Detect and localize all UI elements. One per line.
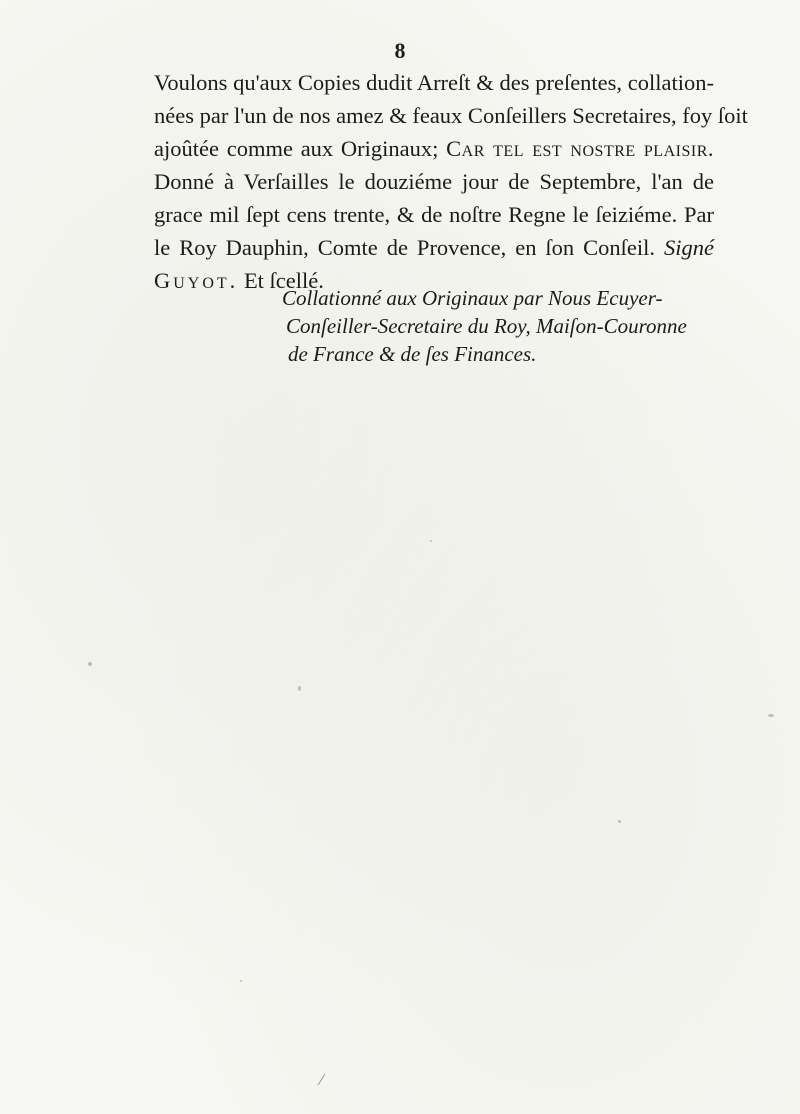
text-fragment: ajoûtée comme aux Originaux; bbox=[154, 136, 447, 161]
royal-formula: Car tel est nostre plaisir. bbox=[446, 136, 714, 161]
text-line: grace mil ſept cens trente, & de noſtre Regne le ſeiziéme. Par bbox=[154, 202, 714, 227]
collation-line: Conſeiller-Secretaire du Roy, Maiſon-Couronne bbox=[286, 314, 687, 338]
signe-label: Signé bbox=[664, 235, 714, 260]
text-fragment: le Roy Dauphin, Comte de Provence, en ſon Conſeil. bbox=[154, 235, 664, 260]
collation-line: de France & de ſes Finances. bbox=[288, 342, 537, 366]
page-number: 8 bbox=[394, 38, 406, 63]
text-line: nées par l'un de nos amez & feaux Conſeillers Secretaires, foy ſoit bbox=[154, 103, 748, 128]
text-line: Voulons qu'aux Copies dudit Arreſt & des preſentes, collation- bbox=[154, 70, 714, 95]
signatory-name: Guyot. bbox=[154, 268, 239, 293]
collation-line: Collationné aux Originaux par Nous Ecuyer- bbox=[282, 286, 663, 310]
text-fragment: Et ſcellé. bbox=[238, 268, 324, 293]
text-line: Donné à Verſailles le douziéme jour de Septembre, l'an de bbox=[154, 169, 714, 194]
